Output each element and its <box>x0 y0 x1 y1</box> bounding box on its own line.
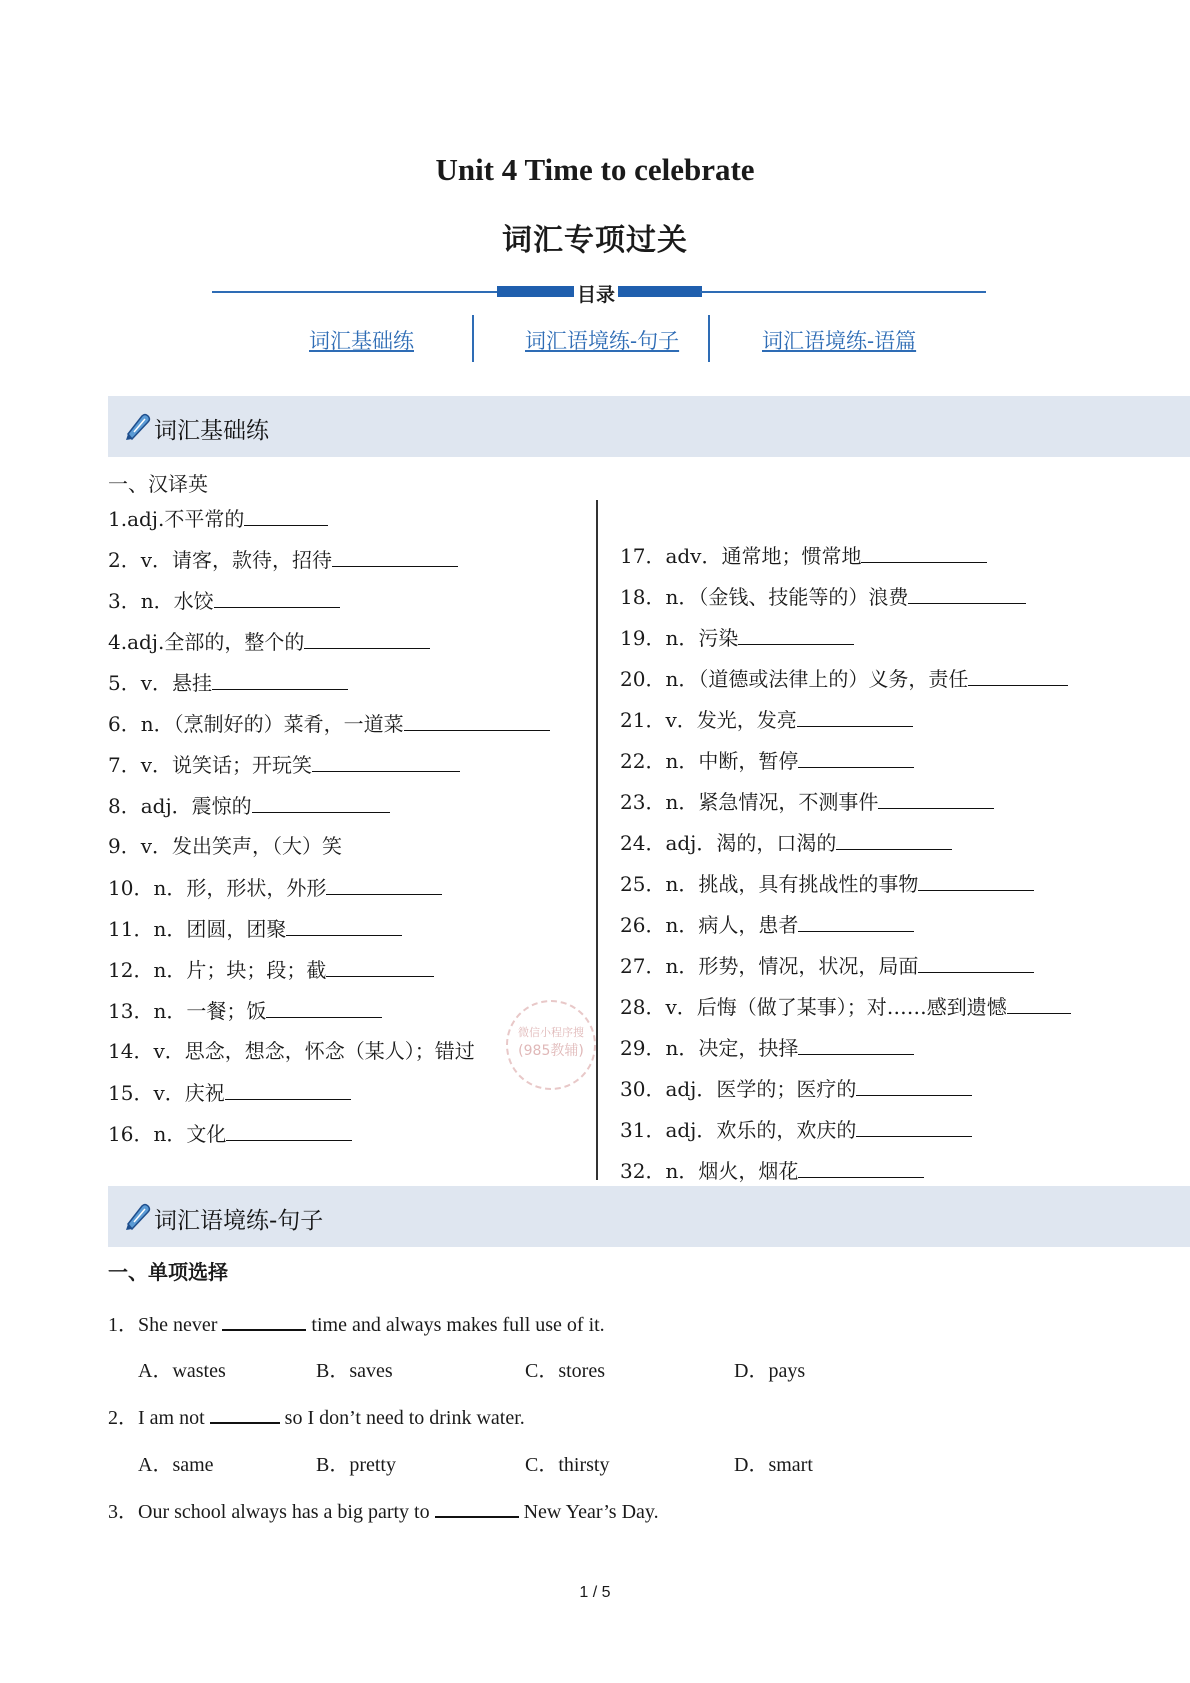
question-2: 2．I am not so I don’t need to drink water. <box>108 1401 525 1430</box>
vocab-item: 8．adj．震惊的 <box>108 792 390 819</box>
answer-blank[interactable] <box>326 874 442 895</box>
answer-blank[interactable] <box>918 870 1034 891</box>
vocab-item: 3．n．水饺 <box>108 587 340 614</box>
answer-blank[interactable] <box>304 628 430 649</box>
answer-blank[interactable] <box>225 1079 351 1100</box>
section-header-context-sentence <box>108 1186 1190 1247</box>
vocab-item: 23．n．紧急情况，不测事件 <box>620 788 994 815</box>
answer-blank[interactable] <box>404 710 550 731</box>
vocab-item: 28．v．后悔（做了某事）；对……感到遗憾 <box>620 993 1071 1020</box>
answer-blank[interactable] <box>918 952 1034 973</box>
vocab-item: 26．n．病人，患者 <box>620 911 914 938</box>
vocab-item: 25．n．挑战，具有挑战性的事物 <box>620 870 1034 897</box>
question-3: 3．Our school always has a big party to New Year’s Day. <box>108 1495 659 1524</box>
answer-blank[interactable] <box>332 546 458 567</box>
option-c[interactable]: C．thirsty <box>525 1454 610 1476</box>
answer-blank[interactable] <box>908 583 1026 604</box>
vocab-item: 30．adj．医学的；医疗的 <box>620 1075 972 1102</box>
answer-blank[interactable] <box>435 1498 519 1518</box>
answer-blank[interactable] <box>212 669 348 690</box>
answer-blank[interactable] <box>1007 993 1071 1014</box>
vocab-item: 27．n．形势，情况，状况，局面 <box>620 952 1034 979</box>
option-a[interactable]: A．wastes <box>138 1360 226 1382</box>
answer-blank[interactable] <box>312 751 460 772</box>
answer-blank[interactable] <box>856 1075 972 1096</box>
vocab-item: 1.adj.不平常的 <box>108 505 328 532</box>
option-d[interactable]: D．smart <box>734 1454 813 1476</box>
vocab-item: 18．n．（金钱、技能等的）浪费 <box>620 583 1026 610</box>
vocab-item: 24．adj．渴的，口渴的 <box>620 829 952 856</box>
document-subtitle: 词汇专项过关 <box>502 223 688 258</box>
vocab-item: 32．n．烟火，烟花 <box>620 1157 924 1184</box>
answer-blank[interactable] <box>861 542 987 563</box>
option-c[interactable]: C．stores <box>525 1360 605 1382</box>
answer-blank[interactable] <box>836 829 952 850</box>
answer-blank[interactable] <box>326 956 434 977</box>
vocab-item: 20．n．（道德或法律上的）义务，责任 <box>620 665 1068 692</box>
answer-blank[interactable] <box>878 788 994 809</box>
vocab-item: 4.adj.全部的，整个的 <box>108 628 430 655</box>
question-1: 1．She never time and always makes full use of it. <box>108 1308 605 1337</box>
answer-blank[interactable] <box>266 997 382 1018</box>
answer-blank[interactable] <box>797 706 913 727</box>
page-number: 1 / 5 <box>579 1584 611 1601</box>
vocab-item: 11．n．团圆，团聚 <box>108 915 402 942</box>
vocab-item: 17．adv．通常地；惯常地 <box>620 542 987 569</box>
toc-link-vocab-basic[interactable]: 词汇基础练 <box>309 329 414 353</box>
answer-blank[interactable] <box>226 1120 352 1141</box>
vocab-item: 9．v．发出笑声，（大）笑 <box>108 834 343 858</box>
option-d[interactable]: D．pays <box>734 1360 806 1382</box>
vocab-item: 16．n．文化 <box>108 1120 352 1147</box>
toc-link-context-passage[interactable]: 词汇语境练-语篇 <box>762 329 917 353</box>
toc-rule-left <box>212 291 509 293</box>
vocab-item: 6．n．（烹制好的）菜肴，一道菜 <box>108 710 550 737</box>
toc-rule-right <box>700 291 986 293</box>
pen-icon <box>124 412 152 442</box>
toc-separator <box>472 315 474 362</box>
answer-blank[interactable] <box>798 1034 914 1055</box>
answer-blank[interactable] <box>798 747 914 768</box>
section-title: 词汇语境练-句子 <box>154 1208 324 1234</box>
vocab-item: 29．n．决定，抉择 <box>620 1034 914 1061</box>
vocab-item: 22．n．中断，暂停 <box>620 747 914 774</box>
toc-separator <box>708 315 710 362</box>
vocab-item: 12．n．片；块；段；截 <box>108 956 434 983</box>
answer-blank[interactable] <box>738 624 854 645</box>
section-header-vocab-basic <box>108 396 1190 457</box>
answer-blank[interactable] <box>222 1311 306 1331</box>
vocab-item: 19．n．污染 <box>620 624 854 651</box>
answer-blank[interactable] <box>856 1116 972 1137</box>
column-divider <box>596 500 598 1180</box>
answer-blank[interactable] <box>286 915 402 936</box>
vocab-item: 2．v．请客，款待，招待 <box>108 546 458 573</box>
vocab-item: 13．n．一餐；饭 <box>108 997 382 1024</box>
answer-blank[interactable] <box>244 505 328 526</box>
answer-blank[interactable] <box>252 792 390 813</box>
option-b[interactable]: B．saves <box>316 1360 393 1382</box>
exercise-heading: 一、单项选择 <box>108 1260 228 1284</box>
watermark-stamp: 微信小程序搜 (985教辅) <box>506 1000 596 1090</box>
toc-label: 目录 <box>574 280 618 307</box>
option-b[interactable]: B．pretty <box>316 1454 396 1476</box>
answer-blank[interactable] <box>798 911 914 932</box>
vocab-item: 5．v．悬挂 <box>108 669 348 696</box>
answer-blank[interactable] <box>798 1157 924 1178</box>
vocab-item: 14．v．思念，想念，怀念（某人）；错过 <box>108 1039 475 1063</box>
toc-link-context-sentence[interactable]: 词汇语境练-句子 <box>525 329 680 353</box>
option-a[interactable]: A．same <box>138 1454 214 1476</box>
vocab-item: 7．v．说笑话；开玩笑 <box>108 751 460 778</box>
vocab-item: 21．v．发光，发亮 <box>620 706 913 733</box>
vocab-item: 10．n．形，形状，外形 <box>108 874 442 901</box>
answer-blank[interactable] <box>968 665 1068 686</box>
section-title: 词汇基础练 <box>154 418 269 444</box>
vocab-item: 15．v．庆祝 <box>108 1079 351 1106</box>
document-title: Unit 4 Time to celebrate <box>435 152 755 187</box>
exercise-heading: 一、汉译英 <box>108 472 208 496</box>
answer-blank[interactable] <box>210 1404 280 1424</box>
answer-blank[interactable] <box>214 587 340 608</box>
vocab-item: 31．adj．欢乐的，欢庆的 <box>620 1116 972 1143</box>
pen-icon <box>124 1202 152 1232</box>
